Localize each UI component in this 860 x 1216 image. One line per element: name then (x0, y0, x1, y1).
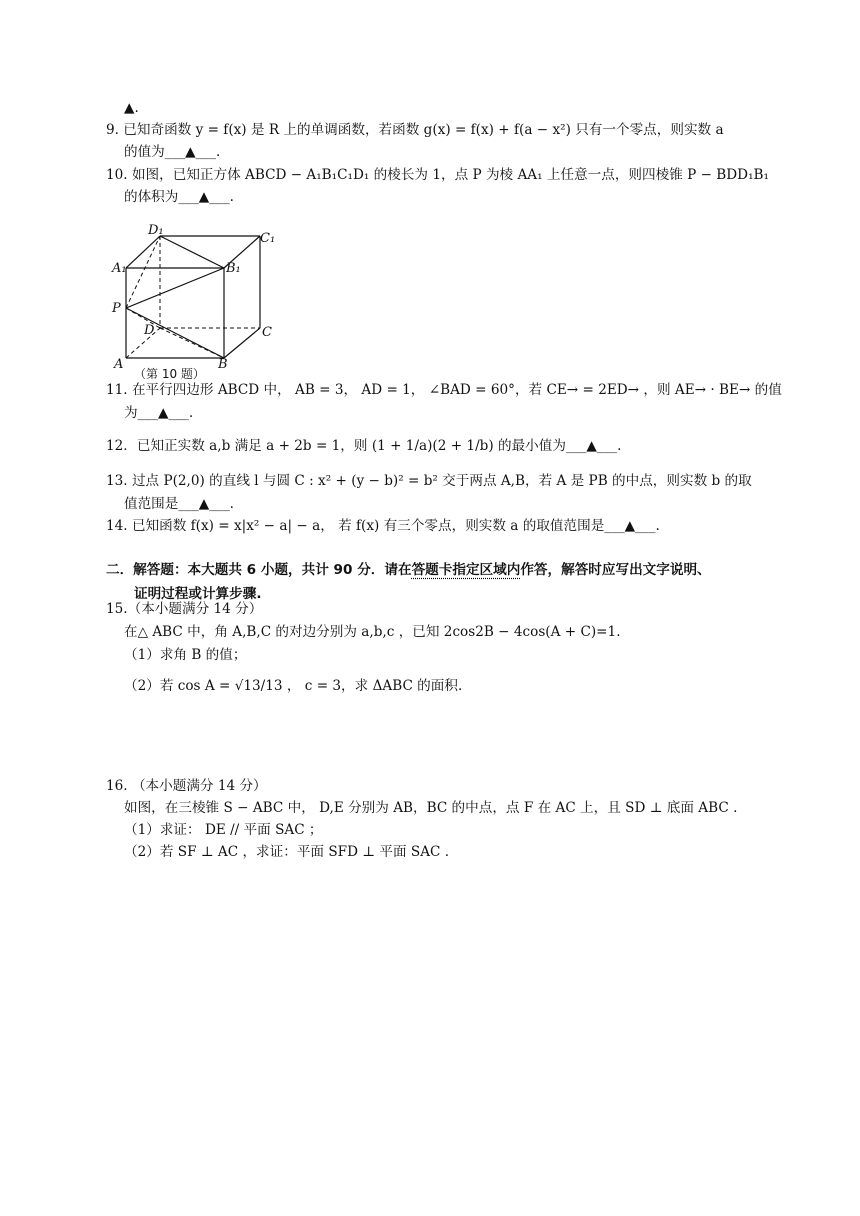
question-14: 14. 已知函数 f(x) = x|x² − a| − a， 若 f(x) 有三个零点，则实数 a 的取值范围是___▲___. (106, 518, 660, 534)
label-a: A (114, 357, 124, 372)
label-d: D (144, 323, 155, 338)
figure-caption: （第 10 题） (134, 367, 205, 381)
label-a1: A₁ (112, 261, 127, 276)
section-heading (106, 560, 711, 580)
question-16-part2: （2）若 SF ⊥ AC ，求证：平面 SFD ⊥ 平面 SAC . (124, 844, 450, 860)
question-16-part1: （1）求证： DE // 平面 SAC ； (124, 822, 323, 838)
question-15: 15.（本小题满分 14 分） (106, 601, 263, 617)
text-line: ▲. (124, 100, 139, 116)
label-b1: B₁ (226, 261, 241, 276)
section-heading-head: 二．解答题：本大题共 6 小题，共计 90 分．请在 (106, 562, 412, 578)
section-heading-dotted: 答题卡指定区域内 (411, 562, 521, 578)
question-16: 16. （本小题满分 14 分） (106, 778, 267, 794)
question-11: 11. 在平行四边形 ABCD 中， AB = 3， AD = 1， ∠BAD = 60°，若 CE→ = 2ED→ ，则 AE→ · BE→ 的值 (106, 382, 782, 398)
label-c1: C₁ (260, 231, 276, 246)
label-p: P (112, 301, 121, 316)
question-9: 9. 已知奇函数 y = f(x) 是 R 上的单调函数，若函数 g(x) = f(x) + f(a − x²) 只有一个零点，则实数 a (106, 122, 724, 138)
question-15-part1: （1）求角 B 的值； (124, 647, 247, 663)
question-10-cont: 的体积为___▲___. (124, 189, 234, 205)
question-15-part2: （2）若 cos A = √13/13 ， c = 3，求 ΔABC 的面积. (124, 678, 463, 694)
label-d1: D₁ (148, 223, 164, 238)
question-10: 10. 如图，已知正方体 ABCD − A₁B₁C₁D₁ 的棱长为 1，点 P 为棱 AA₁ 上任意一点，则四棱锥 P − BDD₁B₁ (106, 167, 769, 183)
question-15-stem: 在△ ABC 中，角 A,B,C 的对边分别为 a,b,c ，已知 2cos2B − 4cos(A + C)=1. (124, 624, 621, 640)
question-13: 13. 过点 P(2,0) 的直线 l 与圆 C : x² + (y − b)² = b² 交于两点 A,B，若 A 是 PB 的中点，则实数 b 的取 (106, 473, 752, 489)
question-13-cont: 值范围是___▲___. (124, 496, 234, 512)
label-c: C (262, 325, 272, 340)
label-b: B (218, 357, 228, 372)
section-heading-line2: 证明过程或计算步骤. (134, 586, 262, 602)
question-16-stem: 如图，在三棱锥 S − ABC 中， D,E 分别为 AB，BC 的中点，点 F 在 AC 上，且 SD ⊥ 底面 ABC . (124, 800, 738, 816)
question-11-cont: 为___▲___. (124, 405, 194, 421)
section-heading-tail: 作答，解答时应写出文字说明、 (520, 562, 711, 578)
question-9-cont: 的值为___▲___. (124, 144, 221, 160)
cube-figure (108, 222, 278, 382)
question-12: 12．已知正实数 a,b 满足 a + 2b = 1，则 (1 + 1/a)(2 + 1/b) 的最小值为___▲___. (106, 438, 622, 454)
